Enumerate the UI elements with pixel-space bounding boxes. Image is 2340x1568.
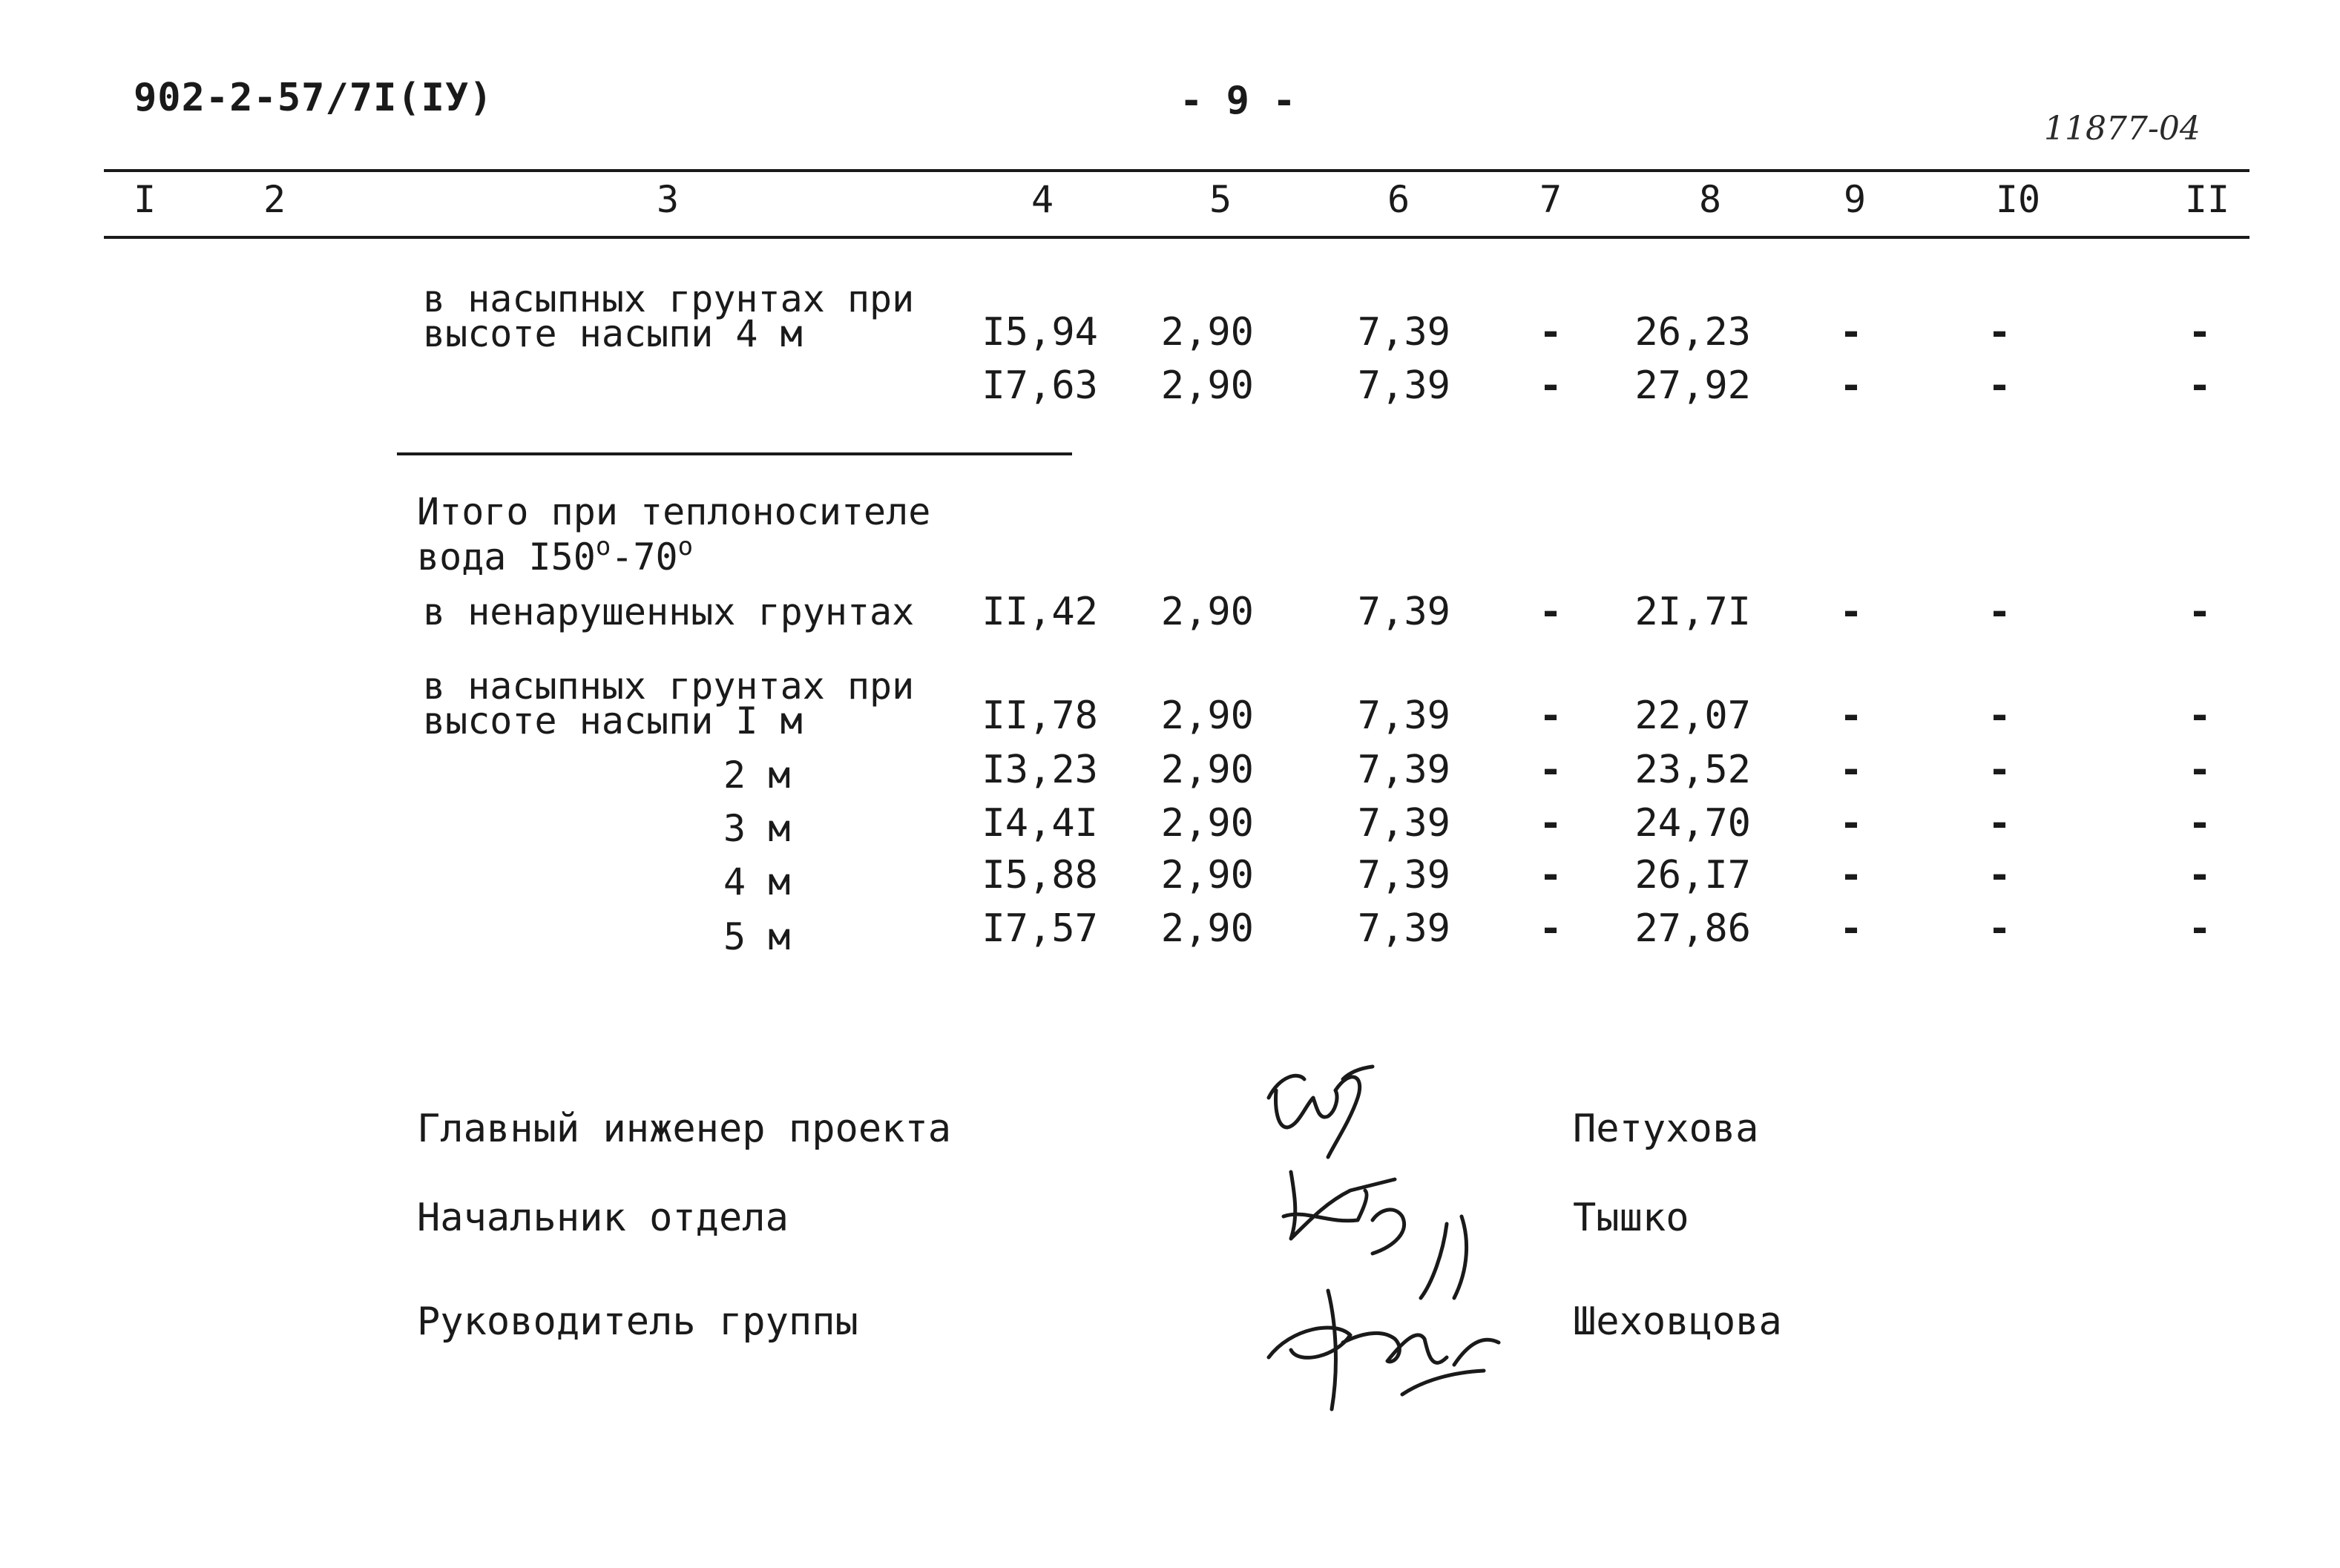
role-group-leader: Руководитель группы: [417, 1299, 858, 1344]
handwritten-signatures: [1246, 1046, 1543, 1432]
role-chief-engineer: Главный инженер проекта: [417, 1107, 952, 1151]
cell-col5: 2,90: [1160, 310, 1254, 355]
cell-col5: 2,90: [1160, 590, 1254, 634]
cell-col11: -: [2188, 853, 2212, 897]
cell-col11: -: [2188, 694, 2212, 738]
cell-col10: -: [1988, 590, 2011, 634]
cell-col11: -: [2188, 906, 2212, 951]
undisturbed-soil-label: в ненарушенных грунтах: [423, 590, 915, 633]
cell-col4: I5,94: [982, 310, 1098, 355]
cell-col8: 2I,7I: [1634, 590, 1751, 634]
cell-col9: -: [1839, 310, 1863, 355]
cell-col8: 26,I7: [1634, 853, 1751, 897]
cell-col9: -: [1839, 906, 1863, 951]
cell-col11: -: [2188, 363, 2212, 408]
column-header-5: 5: [1209, 178, 1232, 221]
fill-height-label: 5 м: [723, 915, 791, 958]
column-header-8: 8: [1698, 178, 1722, 221]
fill-height-label: 2 м: [723, 754, 791, 797]
cell-col8: 22,07: [1634, 694, 1751, 738]
cell-col7: -: [1539, 748, 1562, 792]
column-header-3: 3: [656, 178, 680, 221]
cell-col9: -: [1839, 853, 1863, 897]
column-header-9: 9: [1843, 178, 1867, 221]
cell-col5: 2,90: [1160, 853, 1254, 897]
fill-soil-label-line1: в насыпных грунтах при: [423, 665, 915, 708]
cell-col7: -: [1539, 310, 1562, 355]
cell-col10: -: [1988, 363, 2011, 408]
page-number: - 9 -: [1180, 79, 1296, 123]
section1-label-line2: высоте насыпи 4 м: [423, 312, 803, 355]
fill-soil-label-line2: высоте насыпи I м: [423, 699, 803, 742]
cell-col4: I4,4I: [982, 801, 1098, 846]
cell-col6: 7,39: [1357, 906, 1450, 951]
cell-col10: -: [1988, 694, 2011, 738]
name-group-leader: Шеховцова: [1573, 1299, 1782, 1344]
cell-col6: 7,39: [1357, 801, 1450, 846]
cell-col8: 27,86: [1634, 906, 1751, 951]
cell-col6: 7,39: [1357, 853, 1450, 897]
column-header-10: I0: [1995, 178, 2041, 221]
cell-col5: 2,90: [1160, 748, 1254, 792]
cell-col5: 2,90: [1160, 906, 1254, 951]
cell-col10: -: [1988, 853, 2011, 897]
cell-col10: -: [1988, 906, 2011, 951]
cell-col8: 23,52: [1634, 748, 1751, 792]
cell-col4: I3,23: [982, 748, 1098, 792]
cell-col11: -: [2188, 801, 2212, 846]
section2-title-line1: Итого при теплоносителе: [417, 490, 931, 533]
handwritten-number: 11877-04: [2044, 110, 2201, 148]
cell-col7: -: [1539, 590, 1562, 634]
coolant-label: вода I50: [417, 536, 596, 579]
cell-col8: 24,70: [1634, 801, 1751, 846]
cell-col11: -: [2188, 590, 2212, 634]
cell-col11: -: [2188, 310, 2212, 355]
cell-col4: I5,88: [982, 853, 1098, 897]
cell-col11: -: [2188, 748, 2212, 792]
cell-col6: 7,39: [1357, 694, 1450, 738]
role-department-head: Начальник отдела: [417, 1196, 789, 1240]
name-department-head: Тышко: [1573, 1196, 1689, 1240]
fill-height-label: 3 м: [723, 807, 791, 850]
name-chief-engineer: Петухова: [1573, 1107, 1759, 1151]
column-header-7: 7: [1539, 178, 1562, 221]
cell-col4: II,42: [982, 590, 1098, 634]
cell-col5: 2,90: [1160, 363, 1254, 408]
cell-col7: -: [1539, 363, 1562, 408]
cell-col8: 27,92: [1634, 363, 1751, 408]
cell-col6: 7,39: [1357, 363, 1450, 408]
cell-col9: -: [1839, 590, 1863, 634]
column-header-2: 2: [263, 178, 286, 221]
cell-col5: 2,90: [1160, 694, 1254, 738]
degree-sup-2: о: [677, 532, 694, 561]
cell-col4: I7,57: [982, 906, 1098, 951]
section1-label-line1: в насыпных грунтах при: [423, 277, 915, 320]
cell-col4: I7,63: [982, 363, 1098, 408]
degree-sup-1: о: [595, 532, 611, 561]
cell-col10: -: [1988, 748, 2011, 792]
cell-col7: -: [1539, 906, 1562, 951]
signature-1: [1269, 1067, 1373, 1157]
document-code: 902-2-57/7I(IУ): [134, 76, 493, 120]
column-header-4: 4: [1031, 178, 1054, 221]
column-header-1: I: [133, 178, 157, 221]
cell-col9: -: [1839, 748, 1863, 792]
cell-col10: -: [1988, 310, 2011, 355]
cell-col4: II,78: [982, 694, 1098, 738]
cell-col7: -: [1539, 853, 1562, 897]
section-divider: [397, 452, 1072, 455]
signature-2: [1284, 1172, 1467, 1298]
cell-col9: -: [1839, 694, 1863, 738]
table-header-bottom-rule: [104, 236, 2249, 239]
cell-col9: -: [1839, 363, 1863, 408]
cell-col10: -: [1988, 801, 2011, 846]
section2-title-line2: [417, 528, 694, 579]
table-top-rule: [104, 169, 2249, 172]
column-header-11: II: [2184, 178, 2230, 221]
coolant-temp-separator: -70: [611, 536, 678, 579]
cell-col8: 26,23: [1634, 310, 1751, 355]
cell-col5: 2,90: [1160, 801, 1254, 846]
cell-col7: -: [1539, 694, 1562, 738]
fill-height-label: 4 м: [723, 860, 791, 903]
cell-col6: 7,39: [1357, 748, 1450, 792]
signature-3: [1269, 1291, 1499, 1409]
cell-col9: -: [1839, 801, 1863, 846]
cell-col6: 7,39: [1357, 590, 1450, 634]
cell-col7: -: [1539, 801, 1562, 846]
column-header-6: 6: [1387, 178, 1410, 221]
cell-col6: 7,39: [1357, 310, 1450, 355]
